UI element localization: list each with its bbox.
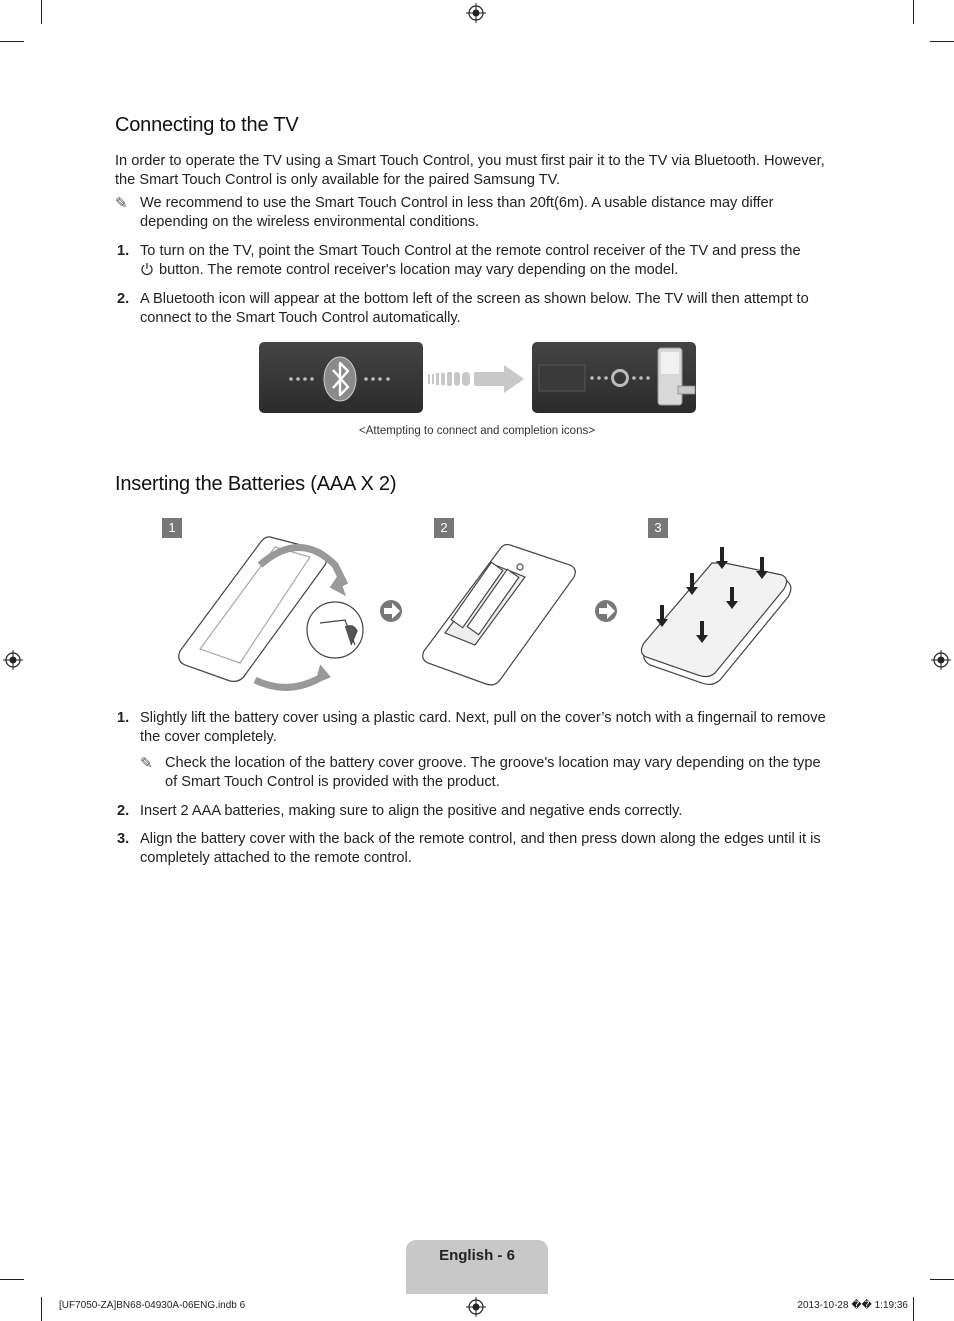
registration-mark-icon <box>3 650 23 670</box>
crop-mark <box>0 41 24 42</box>
footer-timestamp: 2013-10-28 �� 1:19:36 <box>797 1300 908 1311</box>
bluetooth-icon <box>324 357 356 401</box>
step-badge-1: 1 <box>162 518 182 538</box>
arrow-right-icon <box>595 600 617 622</box>
arrow-right-icon <box>380 600 402 622</box>
crop-mark <box>41 0 42 24</box>
crop-mark <box>0 1279 24 1280</box>
registration-mark-icon <box>466 1297 486 1317</box>
battery-step-1 <box>117 709 840 747</box>
registration-mark-icon <box>931 650 951 670</box>
crop-mark <box>913 0 914 24</box>
step-number: 1. <box>117 243 130 259</box>
footer-file-name: [UF7050-ZA]BN68-04930A-06ENG.indb 6 <box>59 1300 246 1311</box>
step-badge-3: 3 <box>648 518 668 538</box>
connection-figure <box>258 341 698 415</box>
step-number: 3. <box>117 831 130 847</box>
note-text: We recommend to use the Smart Touch Control in less than 20ft(6m). A usable distance may differ depending on the wireless environmental conditions. <box>140 195 774 230</box>
step-2-bluetooth <box>117 290 840 328</box>
battery-step-3 <box>117 830 840 868</box>
batteries-insert-illustration <box>423 545 576 685</box>
note-text: Check the location of the battery cover groove. The groove's location may vary depending on the type of Smart Touch Control is provided with the product. <box>165 755 821 790</box>
crop-mark <box>41 1297 42 1321</box>
note-distance <box>115 194 835 232</box>
arrow-right-icon <box>428 365 524 393</box>
note-pen-icon: ✎ <box>115 195 128 212</box>
note-pen-icon: ✎ <box>140 755 153 772</box>
crop-mark <box>930 1279 954 1280</box>
intro-paragraph: In order to operate the TV using a Smart Touch Control, you must first pair it to the TV via Bluetooth. However, the Smart Touch Control is only available for the paired Samsung TV. <box>115 153 825 188</box>
section-title-connecting: Connecting to the TV <box>115 114 299 136</box>
remote-cover-removal-illustration <box>179 537 363 688</box>
step-text: To turn on the TV, point the Smart Touch Control at the remote control receiver of the TV and press the <box>140 243 801 259</box>
power-icon <box>140 262 154 276</box>
battery-step-2 <box>117 802 840 821</box>
step-number: 2. <box>117 803 130 819</box>
step-text: button. The remote control receiver's location may vary depending on the model. <box>159 262 679 278</box>
step-text: Insert 2 AAA batteries, making sure to align the positive and negative ends correctly. <box>140 803 683 819</box>
step-number: 2. <box>117 291 130 307</box>
note-groove <box>140 754 835 792</box>
step-text: Slightly lift the battery cover using a plastic card. Next, pull on the cover’s notch with a fingernail to remove the cover completely. <box>140 710 826 745</box>
battery-illustrations <box>170 525 800 695</box>
step-number: 1. <box>117 710 130 726</box>
step-text: Align the battery cover with the back of the remote control, and then press down along the edges until it is completely attached to the remote control. <box>140 831 821 866</box>
step-1-connect <box>117 242 840 280</box>
step-badge-2: 2 <box>434 518 454 538</box>
crop-mark <box>930 41 954 42</box>
page-number-tab <box>406 1240 548 1294</box>
registration-mark-icon <box>466 3 486 23</box>
figure-caption: <Attempting to connect and completion icons> <box>359 425 595 437</box>
step-text: A Bluetooth icon will appear at the bottom left of the screen as shown below. The TV will then attempt to connect to the Smart Touch Control automatically. <box>140 291 809 326</box>
section-title-batteries: Inserting the Batteries (AAA X 2) <box>115 473 397 495</box>
crop-mark <box>913 1297 914 1321</box>
page-label: English - 6 <box>439 1247 515 1264</box>
